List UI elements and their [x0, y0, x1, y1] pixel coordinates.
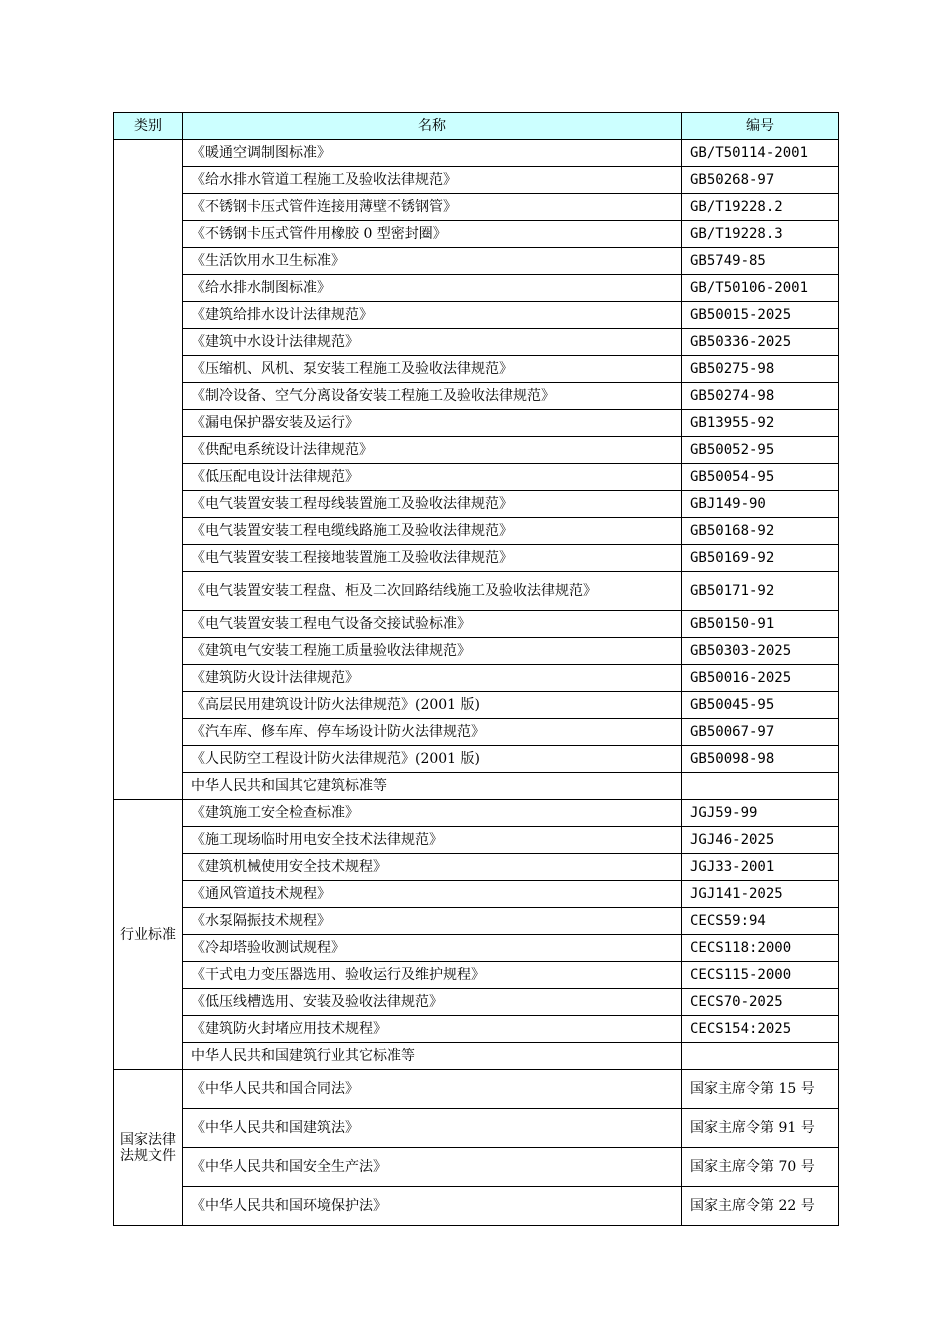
standard-code-cell: GB50336-2025 — [682, 329, 839, 356]
standard-name-cell: 《冷却塔验收测试规程》 — [183, 935, 682, 962]
standard-code-cell: JGJ59-99 — [682, 800, 839, 827]
table-row — [114, 827, 839, 854]
standard-name-cell: 《制冷设备、空气分离设备安装工程施工及验收法律规范》 — [183, 383, 682, 410]
header-category: 类别 — [114, 113, 183, 140]
standard-name-cell: 《中华人民共和国合同法》 — [183, 1070, 682, 1109]
table-row — [114, 464, 839, 491]
standard-name-cell: 中华人民共和国其它建筑标准等 — [183, 773, 682, 800]
standard-name-cell: 《电气装置安装工程电气设备交接试验标准》 — [183, 611, 682, 638]
table-row — [114, 491, 839, 518]
standard-code-cell — [682, 1043, 839, 1070]
standard-code-cell: GB/T50106-2001 — [682, 275, 839, 302]
standard-code-cell: 国家主席令第 15 号 — [682, 1070, 839, 1109]
standard-name-cell: 《漏电保护器安装及运行》 — [183, 410, 682, 437]
table-row — [114, 665, 839, 692]
standard-code-cell: JGJ141-2025 — [682, 881, 839, 908]
standard-name-cell: 《给水排水制图标准》 — [183, 275, 682, 302]
table-body — [114, 140, 839, 1226]
standard-name-cell: 《不锈钢卡压式管件连接用薄壁不锈钢管》 — [183, 194, 682, 221]
standard-code-cell: JGJ46-2025 — [682, 827, 839, 854]
standard-code-cell — [682, 773, 839, 800]
standard-name-cell: 《压缩机、风机、泵安装工程施工及验收法律规范》 — [183, 356, 682, 383]
standard-code-cell: CECS115-2000 — [682, 962, 839, 989]
standard-code-cell: CECS118:2000 — [682, 935, 839, 962]
standard-code-cell: GB50171-92 — [682, 572, 839, 611]
standard-code-cell: GB50268-97 — [682, 167, 839, 194]
standard-name-cell: 《建筑机械使用安全技术规程》 — [183, 854, 682, 881]
standard-code-cell: GB13955-92 — [682, 410, 839, 437]
standard-name-cell: 《施工现场临时用电安全技术法律规范》 — [183, 827, 682, 854]
standard-name-cell: 《水泵隔振技术规程》 — [183, 908, 682, 935]
header-name: 名称 — [183, 113, 682, 140]
standard-code-cell: GB50045-95 — [682, 692, 839, 719]
table-row — [114, 1070, 839, 1109]
standard-name-cell: 《电气装置安装工程盘、柜及二次回路结线施工及验收法律规范》 — [183, 572, 682, 611]
standard-code-cell: GB50168-92 — [682, 518, 839, 545]
table-row — [114, 746, 839, 773]
standard-code-cell: JGJ33-2001 — [682, 854, 839, 881]
standard-code-cell: GB50274-98 — [682, 383, 839, 410]
category-cell: 行业标准 — [114, 800, 183, 1070]
table-row — [114, 383, 839, 410]
standard-name-cell: 《建筑防火封堵应用技术规程》 — [183, 1016, 682, 1043]
standard-code-cell: GB50016-2025 — [682, 665, 839, 692]
standard-name-cell: 《建筑防火设计法律规范》 — [183, 665, 682, 692]
standard-code-cell: CECS59:94 — [682, 908, 839, 935]
standard-code-cell: CECS154:2025 — [682, 1016, 839, 1043]
standard-name-cell: 《电气装置安装工程接地装置施工及验收法律规范》 — [183, 545, 682, 572]
table-row — [114, 1016, 839, 1043]
table-row — [114, 611, 839, 638]
standard-name-cell: 《供配电系统设计法律规范》 — [183, 437, 682, 464]
standard-name-cell: 《建筑给排水设计法律规范》 — [183, 302, 682, 329]
table-row — [114, 545, 839, 572]
table-row — [114, 1109, 839, 1148]
standard-name-cell: 《人民防空工程设计防火法律规范》(2001 版) — [183, 746, 682, 773]
standard-name-cell: 《电气装置安装工程母线装置施工及验收法律规范》 — [183, 491, 682, 518]
table-row — [114, 881, 839, 908]
standard-name-cell: 《给水排水管道工程施工及验收法律规范》 — [183, 167, 682, 194]
table-row — [114, 638, 839, 665]
standard-name-cell: 《中华人民共和国建筑法》 — [183, 1109, 682, 1148]
header-row — [114, 113, 839, 140]
table-row — [114, 935, 839, 962]
table-row — [114, 356, 839, 383]
standard-name-cell: 《通风管道技术规程》 — [183, 881, 682, 908]
category-cell — [114, 140, 183, 800]
header-code: 编号 — [682, 113, 839, 140]
standard-name-cell: 中华人民共和国建筑行业其它标准等 — [183, 1043, 682, 1070]
table-row — [114, 302, 839, 329]
table-row — [114, 1148, 839, 1187]
standards-table — [113, 112, 839, 1226]
standard-code-cell: GB5749-85 — [682, 248, 839, 275]
standard-name-cell: 《低压线槽选用、安装及验收法律规范》 — [183, 989, 682, 1016]
standard-name-cell: 《低压配电设计法律规范》 — [183, 464, 682, 491]
table-row — [114, 329, 839, 356]
standard-code-cell: 国家主席令第 70 号 — [682, 1148, 839, 1187]
table-row — [114, 167, 839, 194]
table-row — [114, 908, 839, 935]
standard-code-cell: GB50098-98 — [682, 746, 839, 773]
standard-code-cell: GB50015-2025 — [682, 302, 839, 329]
standard-code-cell: GB50169-92 — [682, 545, 839, 572]
table-row — [114, 275, 839, 302]
standard-code-cell: CECS70-2025 — [682, 989, 839, 1016]
category-cell: 国家法律法规文件 — [114, 1070, 183, 1226]
standard-name-cell: 《生活饮用水卫生标准》 — [183, 248, 682, 275]
standard-name-cell: 《中华人民共和国环境保护法》 — [183, 1187, 682, 1226]
table-row — [114, 719, 839, 746]
standard-code-cell: 国家主席令第 22 号 — [682, 1187, 839, 1226]
standard-code-cell: GBJ149-90 — [682, 491, 839, 518]
standard-code-cell: GB/T50114-2001 — [682, 140, 839, 167]
standard-name-cell: 《建筑施工安全检查标准》 — [183, 800, 682, 827]
standard-code-cell: GB50303-2025 — [682, 638, 839, 665]
table-row — [114, 221, 839, 248]
standard-name-cell: 《暖通空调制图标准》 — [183, 140, 682, 167]
standard-code-cell: GB50054-95 — [682, 464, 839, 491]
standard-name-cell: 《不锈钢卡压式管件用橡胶 0 型密封圈》 — [183, 221, 682, 248]
table-row — [114, 572, 839, 611]
table-row — [114, 410, 839, 437]
standard-name-cell: 《干式电力变压器选用、验收运行及维护规程》 — [183, 962, 682, 989]
standard-code-cell: GB/T19228.3 — [682, 221, 839, 248]
standard-name-cell: 《汽车库、修车库、停车场设计防火法律规范》 — [183, 719, 682, 746]
table-row — [114, 1043, 839, 1070]
standard-code-cell: GB50067-97 — [682, 719, 839, 746]
standard-code-cell: GB50150-91 — [682, 611, 839, 638]
table-row — [114, 854, 839, 881]
table-row — [114, 248, 839, 275]
standard-code-cell: 国家主席令第 91 号 — [682, 1109, 839, 1148]
standard-name-cell: 《中华人民共和国安全生产法》 — [183, 1148, 682, 1187]
table-row — [114, 140, 839, 167]
standard-name-cell: 《建筑电气安装工程施工质量验收法律规范》 — [183, 638, 682, 665]
table-row — [114, 800, 839, 827]
table-row — [114, 194, 839, 221]
table-row — [114, 1187, 839, 1226]
standard-name-cell: 《高层民用建筑设计防火法律规范》(2001 版) — [183, 692, 682, 719]
table-row — [114, 518, 839, 545]
table-row — [114, 692, 839, 719]
table-row — [114, 773, 839, 800]
table-row — [114, 437, 839, 464]
standard-code-cell: GB50052-95 — [682, 437, 839, 464]
table-row — [114, 962, 839, 989]
standard-name-cell: 《电气装置安装工程电缆线路施工及验收法律规范》 — [183, 518, 682, 545]
table-row — [114, 989, 839, 1016]
standard-name-cell: 《建筑中水设计法律规范》 — [183, 329, 682, 356]
standard-code-cell: GB50275-98 — [682, 356, 839, 383]
standard-code-cell: GB/T19228.2 — [682, 194, 839, 221]
